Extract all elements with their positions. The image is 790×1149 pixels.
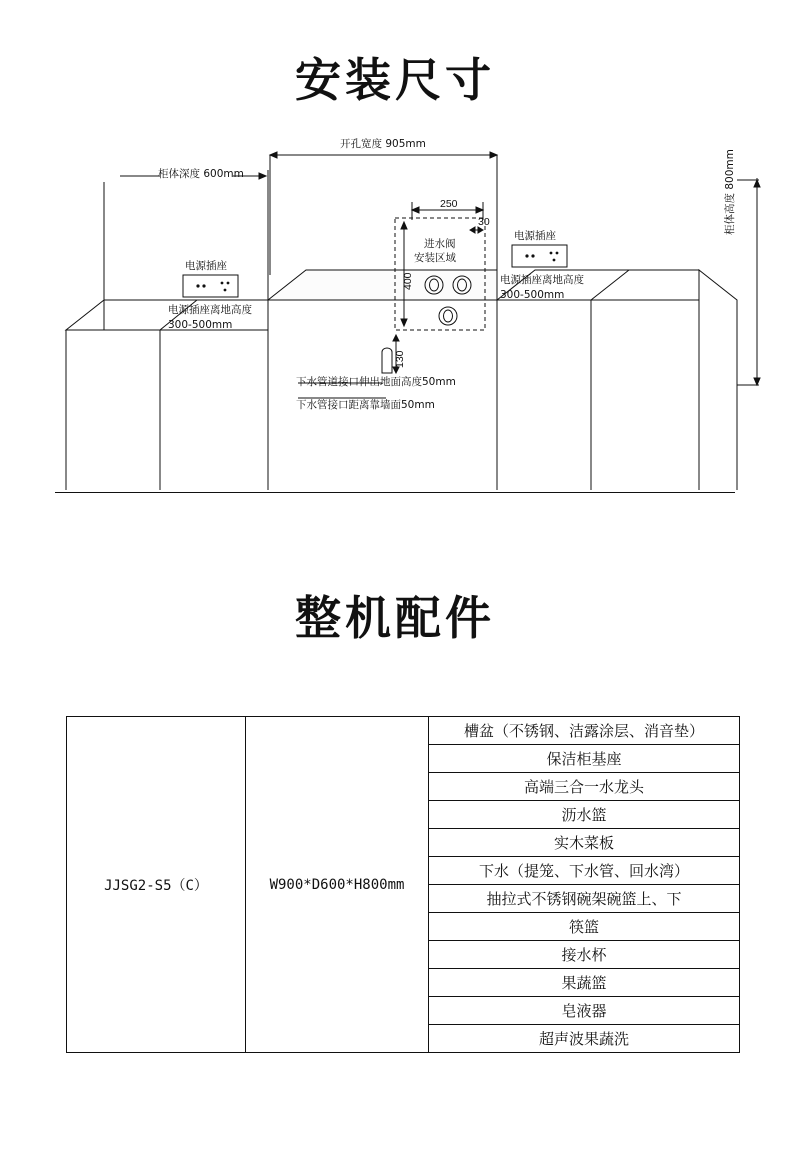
label-valve-area-line1: 进水阀	[424, 238, 456, 250]
label-dim-400: 400	[402, 272, 414, 290]
cell-part-item: 皂液器	[429, 997, 740, 1025]
cell-part-item: 下水（提笼、下水管、回水湾）	[429, 857, 740, 885]
installation-diagram	[0, 130, 790, 490]
label-socket-left-height-2: 300-500mm	[168, 319, 233, 331]
cabinet-line-drawing	[0, 130, 790, 490]
cell-model: JJSG2-S5（C）	[67, 717, 246, 1053]
cell-part-item: 果蔬篮	[429, 969, 740, 997]
page-title-installation: 安装尺寸	[295, 53, 495, 107]
label-socket-left: 电源插座	[185, 260, 227, 272]
cell-part-item: 槽盆（不锈钢、洁露涂层、消音垫）	[429, 717, 740, 745]
label-socket-right-height-2: 300-500mm	[500, 289, 565, 301]
table-row	[67, 717, 740, 745]
cell-part-item: 超声波果蔬洗	[429, 1025, 740, 1053]
cell-dimensions: W900*D600*H800mm	[246, 717, 429, 1053]
label-cabinet-height: 柜体高度 800mm	[724, 149, 736, 235]
section-divider	[55, 492, 735, 493]
page-title-parts: 整机配件	[295, 591, 495, 645]
label-socket-left-height-1: 电源插座离地高度	[168, 304, 252, 316]
label-opening-width: 开孔宽度 905mm	[340, 138, 426, 150]
parts-table	[66, 716, 740, 1053]
cell-part-item: 接水杯	[429, 941, 740, 969]
cell-part-item: 沥水篮	[429, 801, 740, 829]
cell-part-item: 高端三合一水龙头	[429, 773, 740, 801]
label-dim-30: 30	[478, 216, 490, 228]
label-dim-130: 130	[394, 350, 406, 368]
cell-part-item: 保洁柜基座	[429, 745, 740, 773]
label-socket-right-height-1: 电源插座离地高度	[500, 274, 584, 286]
label-drain-note-1: 下水管道接口伸出地面高度50mm	[296, 376, 456, 388]
label-drain-note-2: 下水管接口距离靠墙面50mm	[296, 399, 435, 411]
label-valve-area-line2: 安装区域	[414, 252, 456, 264]
cell-part-item: 实木菜板	[429, 829, 740, 857]
cell-part-item: 筷篮	[429, 913, 740, 941]
label-socket-right: 电源插座	[514, 230, 556, 242]
label-cabinet-depth: 柜体深度 600mm	[158, 168, 244, 180]
cell-part-item: 抽拉式不锈钢碗架碗篮上、下	[429, 885, 740, 913]
label-dim-250: 250	[440, 198, 458, 210]
